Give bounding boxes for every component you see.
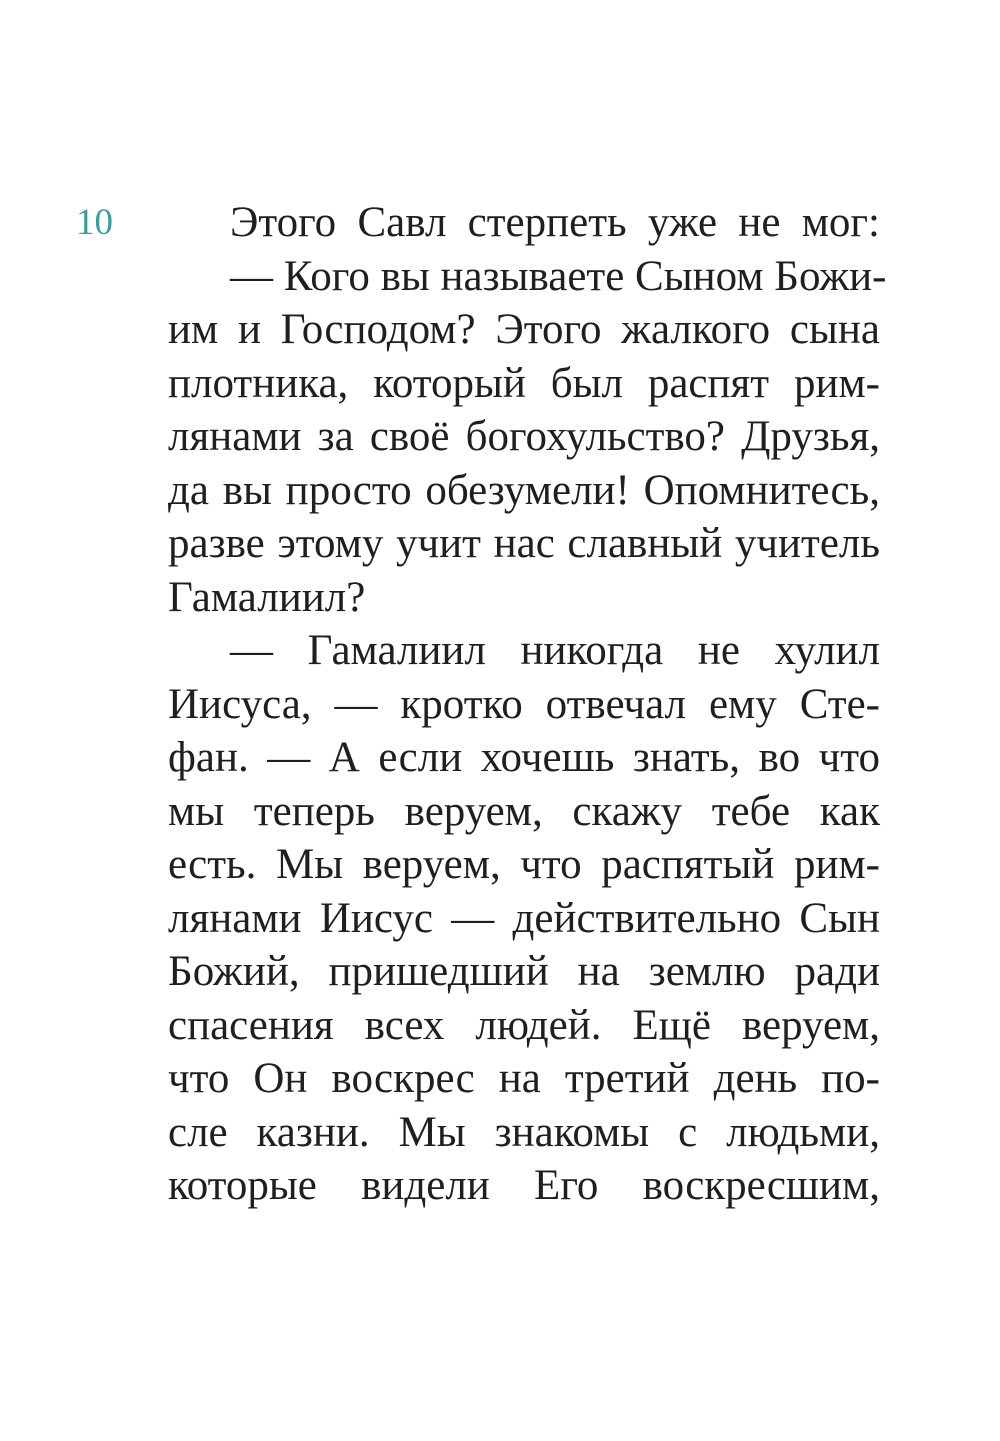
text-line: которые видели Его воскресшим, (168, 1162, 880, 1209)
text-line: разве этому учит нас славный учитель (168, 520, 880, 567)
body-text (168, 196, 887, 1213)
text-line: — Кого вы называете Сыном Божи- (230, 252, 887, 300)
text-line: да вы просто обезумели! Опомнитесь, (168, 466, 880, 514)
text-line: Иисуса, — кротко отвечал ему Сте- (168, 680, 880, 728)
text-line: фан. — А если хочешь знать, во что (168, 734, 880, 781)
text-line: сле казни. Мы знакомы с людьми, (168, 1108, 880, 1156)
text-line: есть. Мы веруем, что распятый рим- (168, 841, 880, 888)
text-line: им и Господом? Этого жалкого сына (168, 306, 880, 353)
text-line: что Он воскрес на третий день по- (168, 1055, 880, 1102)
text-line: Божий, пришедший на землю ради (168, 948, 880, 995)
text-line: мы теперь веруем, скажу тебе как (168, 787, 880, 835)
page-number: 10 (76, 202, 113, 243)
text-line: плотника, который был распят рим- (168, 359, 880, 407)
text-line: лянами Иисус — действительно Сын (168, 894, 880, 942)
text-line: — Гамалиил никогда не хулил (230, 627, 880, 674)
text-line: спасения всех людей. Ещё веруем, (168, 1001, 880, 1049)
text-line: лянами за своё богохульство? Друзья, (168, 413, 880, 460)
text-line: Этого Савл стерпеть уже не мог: (230, 199, 880, 246)
text-line: Гамалиил? (168, 573, 366, 621)
